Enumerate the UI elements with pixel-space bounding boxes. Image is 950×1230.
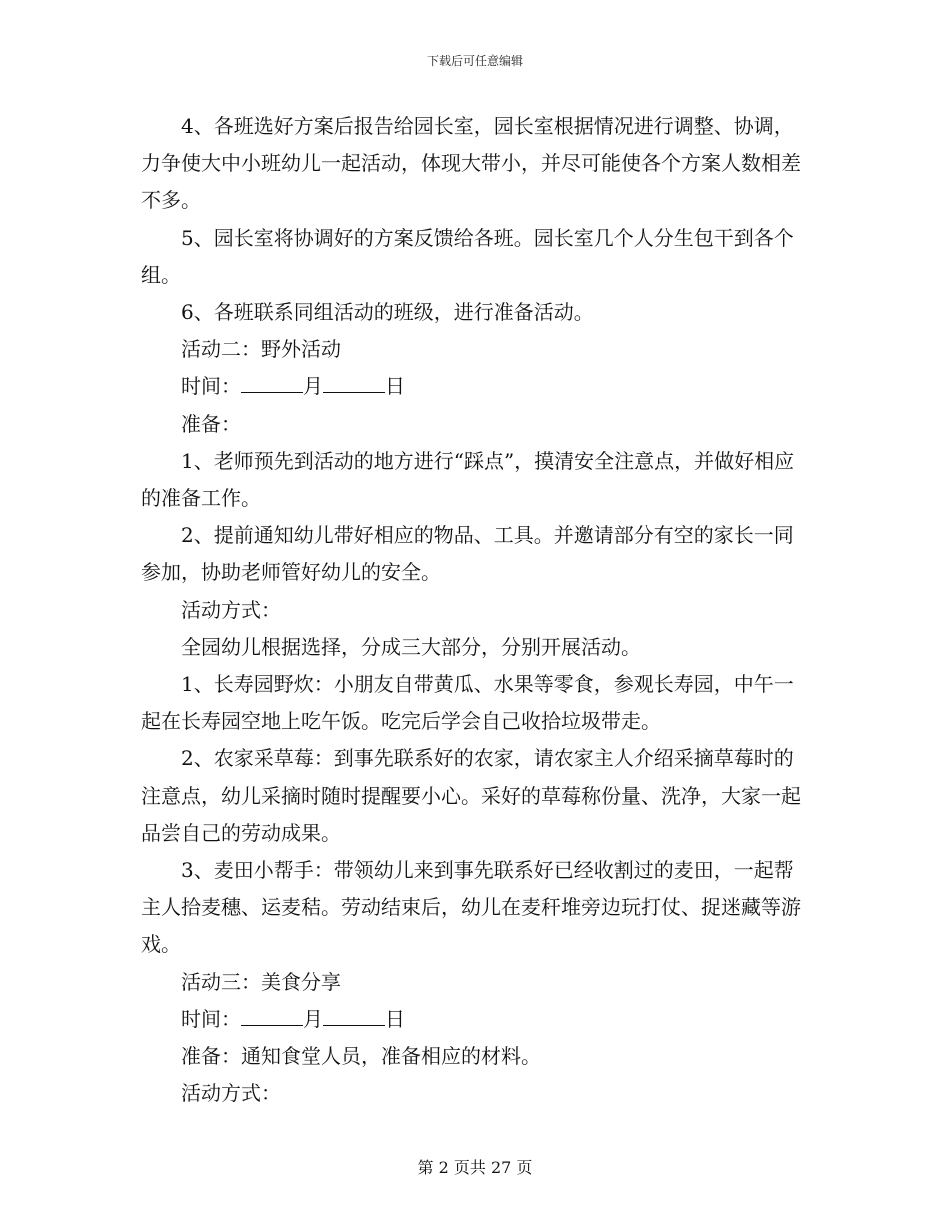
- day-blank: [323, 374, 385, 393]
- time-label: 时间：: [181, 374, 241, 399]
- month-blank: [241, 1007, 303, 1026]
- time-line: [141, 368, 809, 405]
- paragraph: 3、麦田小帮手：带领幼儿来到事先联系好已经收割过的麦田，一起帮主人拾麦穗、运麦秸。劳动结束后，幼儿在麦秆堆旁边玩打仗、捉迷藏等游戏。: [141, 858, 801, 957]
- paragraph: 准备：: [181, 411, 241, 436]
- paragraph: 1、长寿园野炊：小朋友自带黄瓜、水果等零食，参观长寿园，中午一起在长寿园空地上吃午饭。吃完后学会自己收拾垃圾带走。: [141, 672, 794, 734]
- time-label: 时间：: [181, 1006, 241, 1031]
- paragraph: 活动方式：: [181, 597, 281, 622]
- page-footer: 第 2 页共 27 页: [417, 1158, 533, 1177]
- paragraph: 4、各班选好方案后报告给园长室，园长室根据情况进行调整、协调，力争使大中小班幼儿一起活动，体现大带小，并尽可能使各个方案人数相差不多。: [141, 114, 801, 213]
- section-heading: 活动三：美食分享: [181, 969, 341, 994]
- month-label: 月: [303, 374, 323, 399]
- paragraph: 2、农家采草莓：到事先联系好的农家，请农家主人介绍采摘草莓时的注意点，幼儿采摘时随时提醒要小心。采好的草莓称份量、洗净，大家一起品尝自己的劳动成果。: [141, 746, 801, 845]
- paragraph: 活动方式：: [181, 1081, 281, 1106]
- document-body: [141, 108, 809, 1112]
- day-blank: [323, 1007, 385, 1026]
- time-line: [141, 1001, 809, 1038]
- paragraph: 1、老师预先到活动的地方进行“踩点”，摸清安全注意点，并做好相应的准备工作。: [141, 448, 795, 511]
- day-label: 日: [385, 1006, 405, 1031]
- page-header: 下载后可任意编辑: [426, 54, 523, 68]
- month-label: 月: [303, 1006, 323, 1031]
- section-heading: 活动二：野外活动: [181, 337, 341, 362]
- paragraph: 全园幼儿根据选择，分成三大部分，分别开展活动。: [181, 634, 641, 659]
- paragraph: 准备：通知食堂人员，准备相应的材料。: [181, 1044, 541, 1069]
- paragraph: 6、各班联系同组活动的班级，进行准备活动。: [181, 300, 594, 325]
- paragraph: 5、园长室将协调好的方案反馈给各班。园长室几个人分生包干到各个组。: [141, 225, 794, 287]
- month-blank: [241, 374, 303, 393]
- paragraph: 2、提前通知幼儿带好相应的物品、工具。并邀请部分有空的家长一同参加，协助老师管好幼儿的安全。: [141, 523, 794, 585]
- day-label: 日: [385, 374, 405, 399]
